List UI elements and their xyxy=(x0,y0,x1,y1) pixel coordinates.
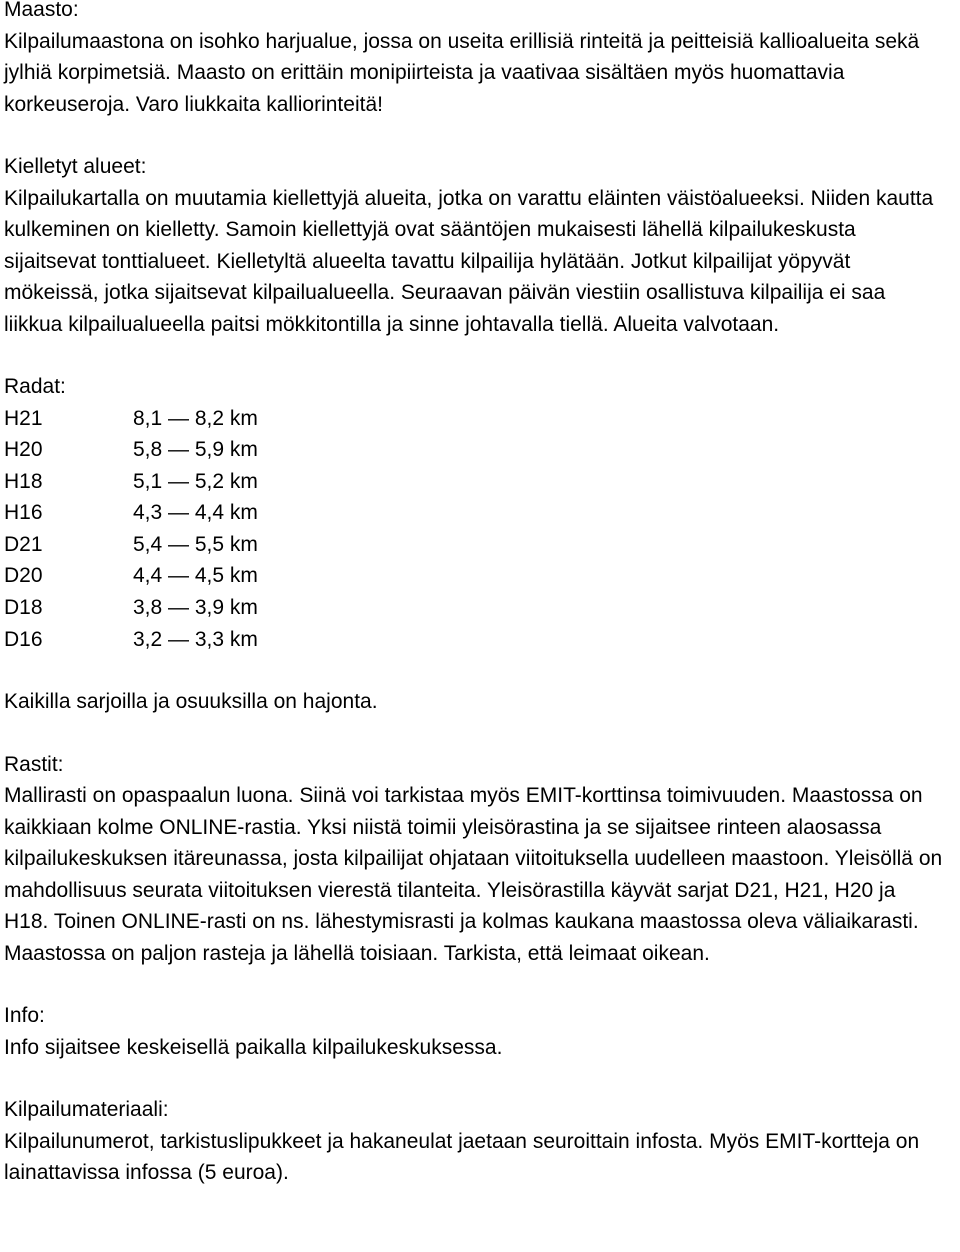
course-row xyxy=(4,466,944,498)
section-paragraph: Info sijaitsee keskeisellä paikalla kilpailukeskuksessa. xyxy=(4,1035,503,1059)
course-class: D21 xyxy=(4,532,43,556)
section-paragraph: Kilpailukartalla on muutamia kiellettyjä alueita, jotka on varattu eläinten väistöalueeksi. Niiden kautta kulkeminen on kielletty. Samoin kiellettyjä ovat sääntöjen mukaisesti lähellä kilpailukeskusta sijaitsevat tonttialueet. Kielletyltä alueelta tavattu kilpailija hylätään. Jotkut kilpailijat yöpyvät mökeissä, jotka sijaitsevat kilpailualueella. Seuraavan päivän viestiin osallistuva kilpailija ei saa liikkua kilpailualueella paitsi mökkitontilla ja sinne johtavalla tiellä. Alueita valvotaan. xyxy=(4,186,934,336)
course-length: 4,3 — 4,4 km xyxy=(133,501,258,525)
section-heading: Info: xyxy=(4,1004,45,1028)
course-class: D20 xyxy=(4,564,43,588)
course-row xyxy=(4,529,944,561)
course-list xyxy=(4,403,944,656)
course-row xyxy=(4,624,944,656)
course-class: H21 xyxy=(4,406,43,430)
course-class: D16 xyxy=(4,627,43,651)
course-row xyxy=(4,403,944,435)
section-paragraph: Mallirasti on opaspaalun luona. Siinä voi tarkistaa myös EMIT-korttinsa toimivuuden. Maastossa on kaikkiaan kolme ONLINE-rastia. Yksi niistä toimii yleisörastina ja se sijaitsee rinteen alaosassa kilpailukeskuksen itäreunassa, josta kilpailijat ohjataan viitoituksella uudelleen maastoon. Yleisöllä on mahdollisuus seurata viitoituksen vierestä tilanteita. Yleisörastilla käyvät sarjat D21, H21, H20 ja H18. Toinen ONLINE-rasti on ns. lähestymisrasti ja kolmas kaukana maastossa oleva väliaikarasti. Maastossa on paljon rasteja ja lähellä toisiaan. Tarkista, että leimaat oikean. xyxy=(4,784,943,965)
section-heading: Radat: xyxy=(4,375,66,398)
section-maasto xyxy=(4,0,944,120)
course-class: H20 xyxy=(4,438,43,462)
course-length: 8,1 — 8,2 km xyxy=(133,406,258,430)
course-note: Kaikilla sarjoilla ja osuuksilla on hajonta. xyxy=(4,690,378,714)
course-row xyxy=(4,560,944,592)
course-length: 3,2 — 3,3 km xyxy=(133,627,258,651)
course-length: 5,8 — 5,9 km xyxy=(133,438,258,462)
section-radat xyxy=(4,371,944,655)
course-length: 5,1 — 5,2 km xyxy=(133,469,258,493)
course-class: H18 xyxy=(4,469,43,493)
section-heading: Rastit: xyxy=(4,752,64,776)
document-page xyxy=(4,0,944,1220)
section-rastit xyxy=(4,749,944,970)
course-length: 5,4 — 5,5 km xyxy=(133,532,258,556)
section-info xyxy=(4,1000,944,1063)
course-row xyxy=(4,434,944,466)
section-radat-note xyxy=(4,686,944,718)
course-class: H16 xyxy=(4,501,43,525)
section-heading: Kielletyt alueet: xyxy=(4,155,147,178)
section-kilpailumateriaali xyxy=(4,1094,944,1189)
course-row xyxy=(4,497,944,529)
section-heading: Maasto: xyxy=(4,0,79,21)
course-row xyxy=(4,592,944,624)
course-length: 3,8 — 3,9 km xyxy=(133,596,258,620)
section-heading: Kilpailumateriaali: xyxy=(4,1098,169,1122)
course-length: 4,4 — 4,5 km xyxy=(133,564,258,588)
section-kielletyt-alueet xyxy=(4,151,944,340)
section-paragraph: Kilpailunumerot, tarkistuslipukkeet ja hakaneulat jaetaan seuroittain infosta. Myös EMIT-kortteja on lainattavissa infossa (5 euroa). xyxy=(4,1129,920,1185)
section-paragraph: Kilpailumaastona on isohko harjualue, jossa on useita erillisiä rinteitä ja peitteisiä kallioalueita sekä jylhiä korpimetsiä. Maasto on erittäin monipiirteista ja vaativaa sisältäen myös huomattavia korkeuseroja. Varo liukkaita kalliorinteitä! xyxy=(4,29,920,116)
course-class: D18 xyxy=(4,596,43,620)
